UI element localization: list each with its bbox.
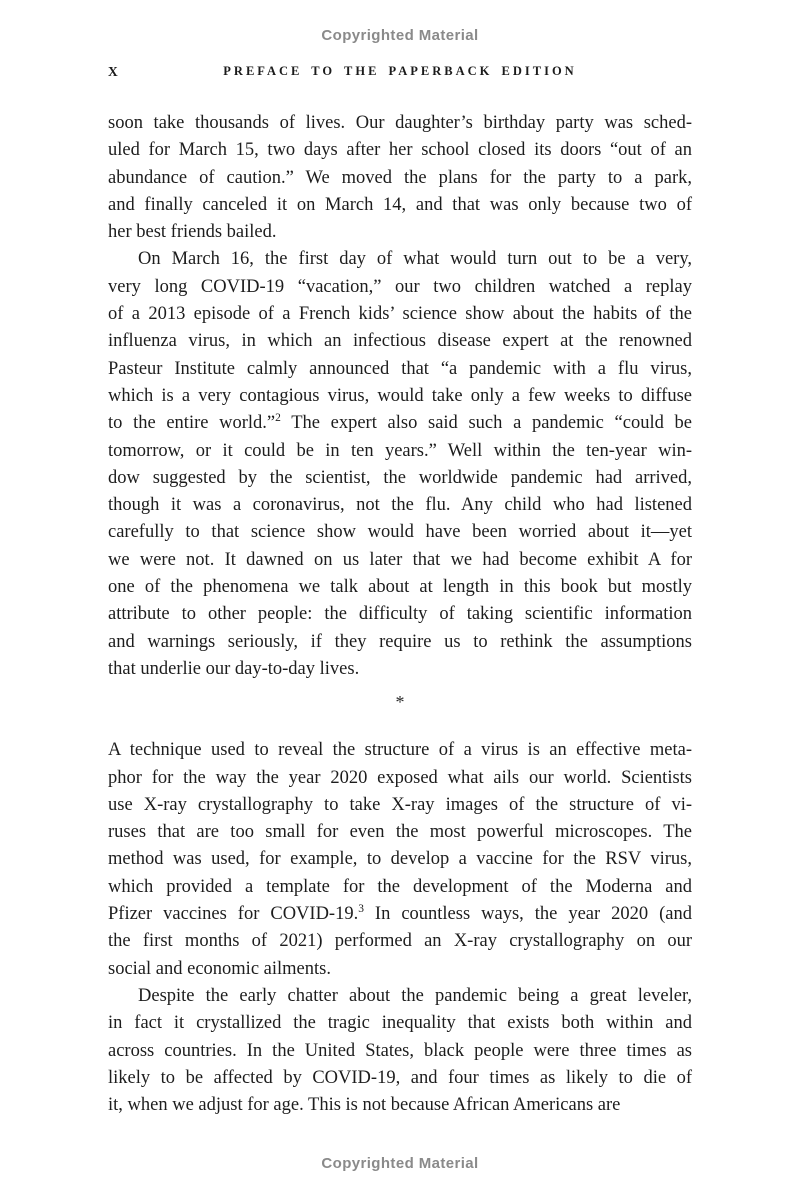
paragraph: [108, 110, 692, 246]
text-line: which provided a template for the development of the Moderna and: [108, 876, 692, 897]
paragraph: [108, 983, 692, 1119]
text-line: method was used, for example, to develop a vaccine for the RSV virus,: [108, 849, 692, 870]
text-line: soon take thousands of lives. Our daughter’s birthday party was sched-: [108, 113, 692, 133]
text-line: very long COVID-19 “vacation,” our two children watched a replay: [108, 276, 692, 297]
text-line: Despite the early chatter about the pandemic being a great leveler,: [138, 985, 692, 1006]
text-line: tomorrow, or it could be in ten years.” Well within the ten-year win-: [108, 440, 692, 461]
text-line: uled for March 15, two days after her school closed its doors “out of an: [108, 140, 692, 161]
copyright-notice-top: Copyrighted Material: [321, 27, 479, 44]
page-body: [108, 110, 692, 1119]
text-line: we were not. It dawned on us later that we had become exhibit A for: [108, 549, 692, 570]
text-line: which is a very contagious virus, would take only a few weeks to diffuse: [108, 385, 692, 406]
text-line: social and economic ailments.: [108, 958, 331, 979]
text-line: A technique used to reveal the structure of a virus is an effective meta-: [108, 740, 692, 761]
text-line: Pfizer vaccines for COVID-19.$^3$ In countless ways, the year 2020 (and: [108, 902, 692, 925]
text-line: that underlie our day-to-day lives.: [108, 658, 360, 679]
text-line: it, when we adjust for age. This is not because African Americans are: [108, 1095, 621, 1116]
text-line: and warnings seriously, if they require us to rethink the assumptions: [108, 631, 692, 652]
text-line: though it was a coronavirus, not the flu. Any child who had listened: [108, 495, 692, 516]
text-line: ruses that are too small for even the most powerful microscopes. The: [108, 822, 692, 843]
text-line: to the entire world.”$^2$ The expert also said such a pandemic “could be: [108, 412, 692, 434]
footnote-reference: 3: [358, 902, 364, 915]
text-line: influenza virus, in which an infectious disease expert at the renowned: [108, 331, 692, 352]
text-line: and finally canceled it on March 14, and that was only because two of: [108, 194, 692, 215]
text-line: the first months of 2021) performed an X-ray crystallography on our: [108, 931, 692, 952]
paragraph: [108, 246, 692, 683]
footnote-reference: 2: [275, 412, 281, 425]
text-line: On March 16, the first day of what would turn out to be a very,: [138, 249, 692, 270]
text-line: Pasteur Institute calmly announced that “a pandemic with a flu virus,: [108, 358, 692, 379]
text-line: likely to be affected by COVID-19, and four times as likely to die of: [108, 1067, 692, 1088]
text-line: across countries. In the United States, black people were three times as: [108, 1040, 692, 1061]
text-line: use X-ray crystallography to take X-ray images of the structure of vi-: [108, 794, 692, 815]
text-line: dow suggested by the scientist, the worldwide pandemic had arrived,: [108, 467, 692, 488]
text-line: abundance of caution.” We moved the plans for the party to a park,: [108, 167, 692, 188]
text-line: carefully to that science show would have been worried about it—yet: [108, 522, 692, 543]
paragraph: [108, 737, 692, 983]
text-line: one of the phenomena we talk about at length in this book but mostly: [108, 577, 692, 598]
page-number: X: [108, 64, 119, 79]
running-head: PREFACE TO THE PAPERBACK EDITION: [223, 64, 577, 78]
text-line: attribute to other people: the difficulty of taking scientific information: [108, 604, 692, 625]
copyright-notice-bottom: Copyrighted Material: [321, 1155, 479, 1172]
text-line: phor for the way the year 2020 exposed what ails our world. Scientists: [108, 767, 692, 788]
text-line: in fact it crystallized the tragic inequality that exists both within and: [108, 1013, 692, 1034]
text-line: of a 2013 episode of a French kids’ science show about the habits of the: [108, 304, 692, 325]
text-line: her best friends bailed.: [108, 222, 277, 243]
page-header: [108, 64, 692, 82]
section-break-asterisk: *: [395, 692, 405, 713]
